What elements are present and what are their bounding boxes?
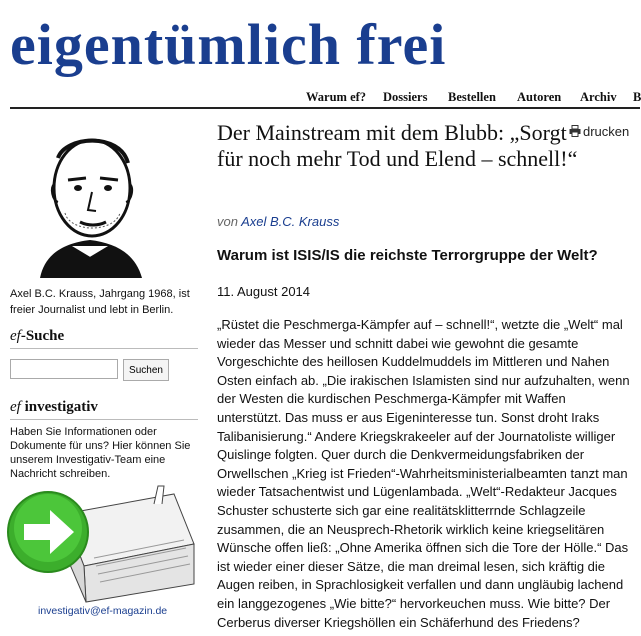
search-section-heading xyxy=(10,328,198,349)
article-date: 11. August 2014 xyxy=(217,284,311,299)
nav-divider xyxy=(10,107,640,109)
green-arrow-icon xyxy=(8,492,88,572)
investigativ-text: Haben Sie Informationen oder Dokumente für uns? Hier können Sie unserem Investigativ-Team eine Nachricht schreiben. xyxy=(10,426,191,480)
investigativ-section-heading xyxy=(10,399,198,420)
search-button[interactable]: Suchen xyxy=(123,359,169,381)
article-title: Der Mainstream mit dem Blubb: „Sorgt für noch mehr Tod und Elend – schnell!“ xyxy=(217,120,578,171)
main-nav xyxy=(0,88,640,108)
search-input[interactable] xyxy=(10,359,118,379)
investigativ-mailbox-graphic[interactable] xyxy=(4,484,200,602)
author-link[interactable]: Axel B.C. Krauss xyxy=(241,214,340,229)
ef-prefix: ef xyxy=(10,328,21,344)
article-body: „Rüstet die Peschmerga-Kämpfer auf – schnell!“, wetzte die „Welt“ mal wieder das Messer und schnitt dabei wie gewohnt die gesamte Vorgeschichte des heillosen Kuddelmuddels im Mittleren und Nahen Osten einfach ab. „Die irakischen Islamisten sind nur aufzuhalten, wenn der Westen die kurdischen Peschmerga-Kämpfer mit Waffen unterstützt. Das muss er aus Eigeninteresse tun. Sonst droht Iraks Talibanisierung.“ Andere Kriegskrakeeler auf der Journatoliste williger Quislinge folgten. Quer durch die Denkvermeidungsfabriken der Orwellschen „Krieg ist Frieden“-Wahrheitsministerialbeamten tanzt man wieder Tatsachentwist und Lügenlambada. „Welt“-Redakteur Jacques Schuster schusterte sich gar eine realitätsklitterrnde Schlagzeile zusammen, die an Neusprech-Rhetorik wirklich keine kriegselitären Wünsche offen ließ: „Ohne Amerika öffnen sich die Tore der Hölle.“ Das ist wieder einer dieser Sätze, die man dreimal lesen, sich kräftig die Augen reiben, in Sprachlosigkeit verfallen und dann ungläubig lachend ein langgezogenes „Wie bitte?“ hervorkeuchen muss. Wie bitte? Der Cerberus diverser Kriegshöllen ein Schäferhund des Friedens? xyxy=(217,317,630,630)
ef-prefix: ef xyxy=(10,399,21,415)
printer-icon xyxy=(569,125,581,137)
author-portrait xyxy=(10,118,170,278)
article-byline xyxy=(217,214,339,229)
site-logo[interactable]: eigentümlich frei xyxy=(10,12,447,77)
print-label: drucken xyxy=(583,124,630,139)
nav-item-dossiers[interactable]: Dossiers xyxy=(383,90,428,104)
nav-item-archiv[interactable]: Archiv xyxy=(580,90,617,104)
byline-prefix: von xyxy=(217,214,242,229)
nav-item-bestellen[interactable]: Bestellen xyxy=(448,90,496,104)
investigativ-heading-text: investigativ xyxy=(20,399,98,415)
author-bio: Axel B.C. Krauss, Jahrgang 1968, ist freier Journalist und lebt in Berlin. xyxy=(10,288,190,316)
nav-item-warum-ef[interactable]: Warum ef? xyxy=(306,90,367,104)
nav-item-more[interactable]: B xyxy=(633,90,641,104)
article-subtitle: Warum ist ISIS/IS die reichste Terrorgruppe der Welt? xyxy=(217,247,598,264)
search-heading-text: -Suche xyxy=(20,328,65,344)
print-link[interactable] xyxy=(569,124,629,139)
investigativ-email-link[interactable]: investigativ@ef-magazin.de xyxy=(38,605,168,617)
nav-item-autoren[interactable]: Autoren xyxy=(517,90,562,104)
